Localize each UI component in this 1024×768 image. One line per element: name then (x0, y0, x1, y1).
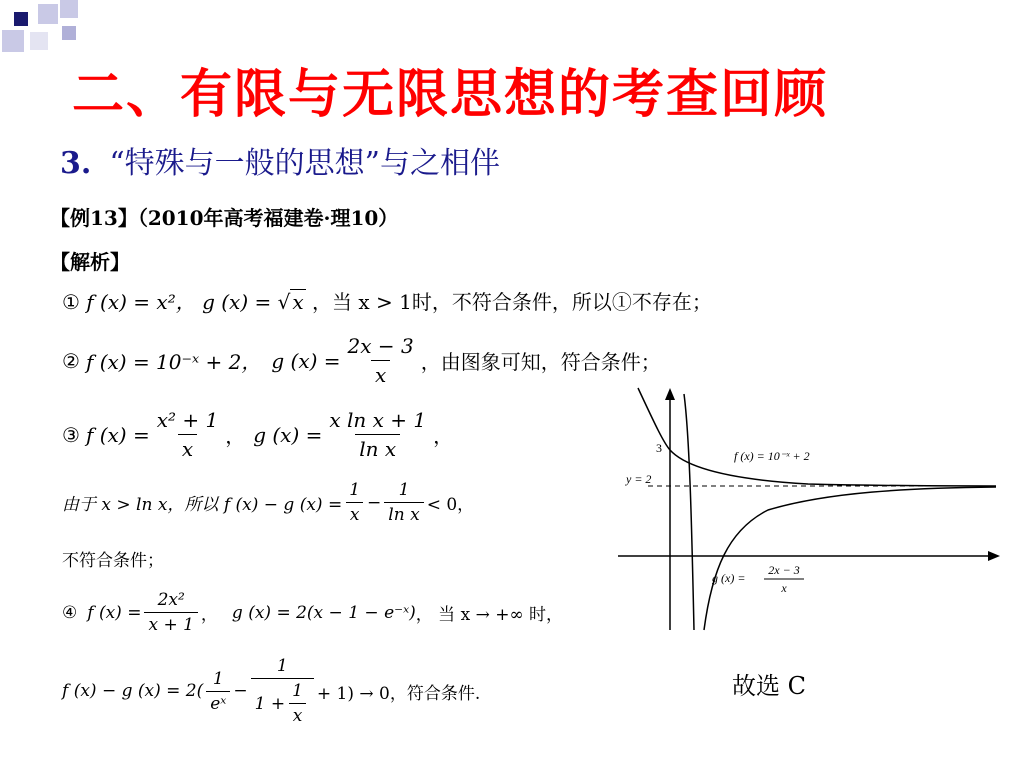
item-3-f-fraction (153, 408, 223, 461)
x-axis-arrow (988, 551, 1000, 561)
label-g-numerator: 2x − 3 (768, 563, 800, 577)
item-3-g: g (x) = (253, 422, 323, 447)
item-2-f: f (x) = 10⁻ˣ + 2， (85, 350, 262, 374)
conclusion: 故选 C (732, 672, 806, 700)
reason-text: 由于 x > ln x，所以 f (x) − g (x) = (62, 495, 343, 515)
denominator: x (346, 502, 364, 525)
item-2-tail: ，由图象可知，符合条件； (420, 350, 661, 374)
denominator: eˣ (206, 691, 230, 714)
separator: ， (433, 424, 454, 448)
item-3 (62, 408, 453, 461)
section-title: “特殊与一般的思想”与之相伴 (109, 146, 501, 181)
denominator: ln x (384, 502, 423, 525)
item-1 (62, 286, 712, 315)
item-2-g: g (x) = (271, 348, 341, 373)
decor-square (30, 32, 48, 50)
item-4-g: g (x) = 2(x − 1 − e⁻ˣ) (231, 602, 416, 623)
limit-fraction-2 (251, 656, 314, 726)
item-4 (62, 590, 563, 635)
item-1-g-arg: x (292, 290, 304, 314)
label-f: f (x) = 10⁻ˣ + 2 (734, 449, 810, 463)
section-number: 3. (60, 146, 92, 181)
numerator: 1 (349, 480, 361, 500)
limit-text: f (x) − g (x) = 2( (62, 681, 204, 701)
item-1-tail: ，当 x > 1时，不符合条件，所以①不存在； (311, 290, 712, 314)
label-g: g (x) = (712, 571, 746, 585)
item-4-limit (62, 656, 480, 726)
item-3-conclusion: 不符合条件； (62, 551, 164, 571)
decor-square (38, 4, 58, 24)
decor-square (62, 26, 76, 40)
numerator: 2x − 3 (347, 334, 414, 358)
y-axis-arrow (665, 388, 675, 400)
item-2 (62, 334, 661, 387)
limit-fraction-1 (206, 669, 230, 714)
function-graph (608, 380, 1008, 640)
numerator: x² + 1 (156, 408, 219, 432)
analysis-label: 【解析】 (50, 250, 130, 274)
numerator: 1 (398, 480, 410, 500)
item-marker: ① (62, 290, 80, 314)
denominator-prefix: 1 + (254, 693, 286, 714)
example-label: 【例13】（2010年高考福建卷·理10） (50, 206, 399, 230)
numerator: 2x² (157, 590, 185, 610)
curve-f (638, 388, 996, 486)
reason-fraction-2 (384, 480, 423, 525)
item-marker: ④ (62, 602, 78, 623)
numerator: 1 (292, 681, 303, 701)
numerator: 1 (212, 668, 224, 689)
item-3-reason (62, 480, 474, 525)
tick-label-3: 3 (656, 441, 662, 455)
denominator: x + 1 (144, 612, 197, 635)
denominator: x (178, 434, 197, 461)
minus-sign: − (367, 492, 382, 513)
decor-square (2, 30, 24, 52)
item-1-f: f (x) = x²， (86, 290, 196, 314)
numerator: 1 (276, 656, 288, 676)
reason-tail: < 0， (426, 495, 475, 515)
item-3-g-fraction (325, 408, 430, 461)
denominator: x (371, 360, 390, 387)
curve-g-right (704, 487, 996, 630)
decor-square (14, 12, 28, 26)
denominator: x (289, 703, 307, 726)
reason-fraction-1 (345, 480, 364, 525)
page-title: 二、有限与无限思想的考查回顾 (72, 64, 829, 125)
item-marker: ③ (62, 422, 80, 447)
tick-label-y2: y = 2 (626, 472, 652, 486)
decor-square (60, 0, 78, 18)
numerator: x ln x + 1 (329, 408, 427, 432)
nested-fraction (288, 681, 307, 726)
denominator (251, 678, 314, 726)
item-3-f: f (x) = (85, 422, 150, 447)
minus-sign: − (233, 681, 248, 701)
section-heading (60, 138, 500, 182)
separator: ， (225, 424, 246, 448)
item-2-g-fraction (344, 334, 418, 387)
label-g-denominator: x (781, 581, 787, 595)
item-4-tail: ， 当 x → +∞ 时， (415, 605, 564, 625)
limit-tail: + 1) → 0，符合条件. (316, 683, 481, 704)
denominator: ln x (355, 434, 400, 461)
item-4-f: f (x) = (87, 602, 142, 623)
curve-g-left (684, 394, 694, 630)
separator: ， (200, 605, 218, 625)
item-4-f-fraction (144, 590, 197, 635)
item-marker: ② (62, 348, 80, 373)
item-1-g: g (x) = √ (202, 290, 291, 314)
